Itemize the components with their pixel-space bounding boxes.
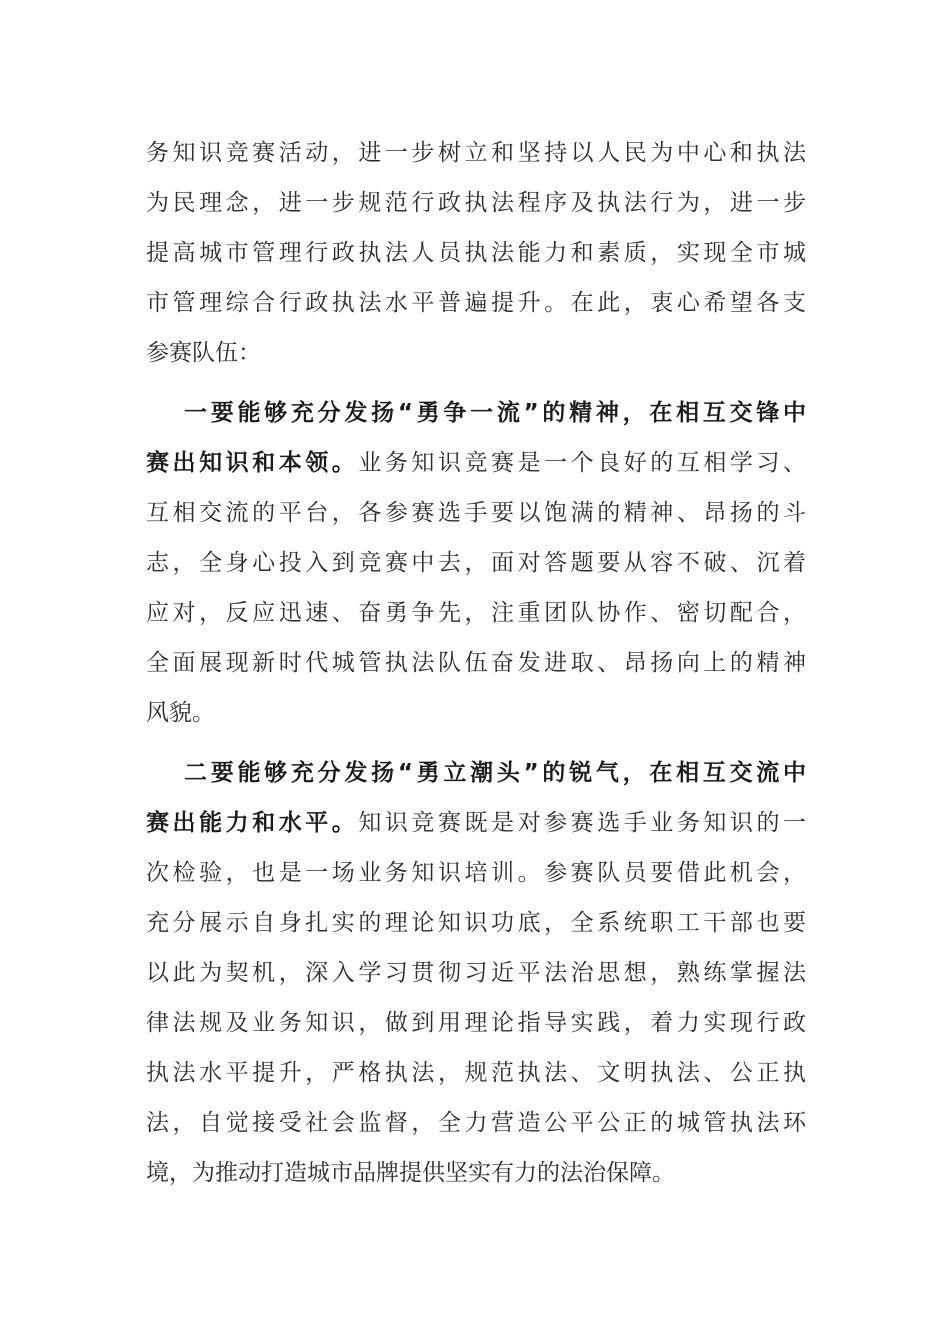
paragraph-1-line-5: 参赛队伍： bbox=[146, 340, 261, 366]
paragraph-3-line-3: 以此为契机，深入学习贯彻习近平法治思想，熟练掌握法 bbox=[146, 960, 806, 986]
paragraph-3-heading-bold: 赛出能力和水平。 bbox=[146, 810, 359, 836]
paragraph-2-heading-bold: 赛出知识和本领。 bbox=[146, 450, 359, 476]
paragraph-2-heading-line-2 bbox=[146, 443, 806, 483]
paragraph-1-line-4: 市管理综合行政执法水平普遍提升。在此，衷心希望各支 bbox=[146, 290, 806, 316]
paragraph-3-heading-line-1: 二要能够充分发扬“勇立潮头”的锐气，在相互交流中 bbox=[184, 760, 806, 786]
paragraph-1-line-1: 务知识竞赛活动，进一步树立和坚持以人民为中心和执法 bbox=[146, 140, 806, 166]
paragraph-3-line-5: 执法水平提升，严格执法，规范执法、文明执法、公正执 bbox=[146, 1060, 806, 1086]
paragraph-2-line-4: 全面展现新时代城管执法队伍奋发进取、昂扬向上的精神 bbox=[146, 650, 806, 676]
paragraph-3-line-4: 律法规及业务知识，做到用理论指导实践，着力实现行政 bbox=[146, 1010, 806, 1036]
paragraph-3-heading-rest: 知识竞赛既是对参赛选手业务知识的一 bbox=[358, 810, 807, 836]
paragraph-3-line-1: 次检验，也是一场业务知识培训。参赛队员要借此机会， bbox=[146, 860, 806, 886]
paragraph-2-line-1: 互相交流的平台，各参赛选手要以饱满的精神、昂扬的斗 bbox=[146, 500, 806, 526]
paragraph-1-line-2: 为民理念，进一步规范行政执法程序及执法行为，进一步 bbox=[146, 190, 806, 216]
paragraph-2-line-2: 志，全身心投入到竞赛中去，面对答题要从容不破、沉着 bbox=[146, 550, 806, 576]
paragraph-3-line-7: 境，为推动打造城市品牌提供坚实有力的法治保障。 bbox=[146, 1160, 675, 1186]
paragraph-2-line-5: 风貌。 bbox=[146, 700, 215, 726]
paragraph-3-line-2: 充分展示自身扎实的理论知识功底，全系统职工干部也要 bbox=[146, 910, 806, 936]
paragraph-3-heading-line-2 bbox=[146, 803, 806, 843]
paragraph-2-heading-line-1: 一要能够充分发扬“勇争一流”的精神，在相互交锋中 bbox=[184, 400, 806, 426]
paragraph-2-heading-rest: 业务知识竞赛是一个良好的互相学习、 bbox=[358, 450, 807, 476]
paragraph-3-line-6: 法，自觉接受社会监督，全力营造公平公正的城管执法环 bbox=[146, 1110, 806, 1136]
paragraph-2-line-3: 应对，反应迅速、奋勇争先，注重团队协作、密切配合， bbox=[146, 600, 806, 626]
paragraph-1-line-3: 提高城市管理行政执法人员执法能力和素质，实现全市城 bbox=[146, 240, 806, 266]
